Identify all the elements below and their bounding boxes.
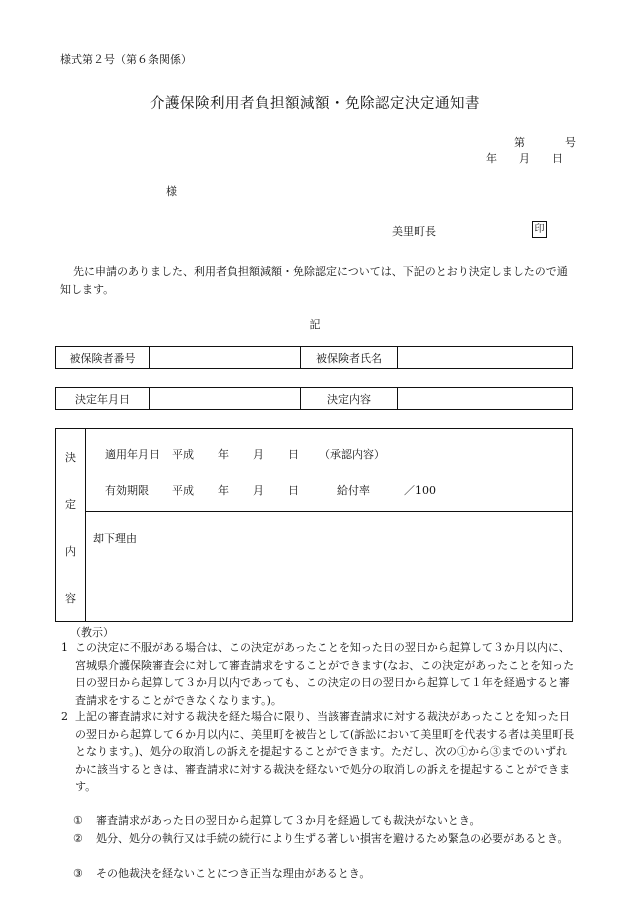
- side-char: 容: [65, 592, 76, 605]
- instruction-item-1: [61, 639, 576, 709]
- instruction-subitem-2: [73, 830, 576, 848]
- month-mark: 月: [253, 484, 264, 497]
- rejection-reason-label: 却下理由: [93, 532, 137, 545]
- decision-content-label: 決定内容: [301, 388, 398, 410]
- subitem-text: 処分、処分の執行又は手続の続行により生ずる著しい損害を避けるため緊急の必要があるとき。: [96, 832, 569, 845]
- subitem-text: その他裁決を経ないことにつき正当な理由があるとき。: [96, 867, 371, 880]
- instruction-text: 上記の審査請求に対する裁決を経た場合に限り、当該審査請求に対する裁決があったことを知った日の翌日から起算して６か月以内に、美里町を被告として(訴訟において美里町を代表する者は美里町長となります。)、処分の取消しの訴えを提起することができます。ただし、次の①から③までのいずれかに該当するときは、審査請求に対する裁決を経ないで処分の取消しの訴えを提起することができます。: [75, 710, 575, 793]
- date-day-mark: 日: [552, 152, 563, 165]
- date-year-mark: 年: [486, 152, 497, 165]
- form-number-label: 様式第２号（第６条関係）: [60, 53, 192, 66]
- issuer-name: 美里町長: [392, 225, 436, 238]
- benefit-rate-value: ／100: [404, 484, 436, 497]
- approval-content-label: （承認内容）: [319, 448, 385, 461]
- subitem-text: 審査請求があった日の翌日から起算して３か月を経過しても裁決がないとき。: [96, 814, 481, 827]
- benefit-rate-label: 給付率: [337, 484, 370, 497]
- insured-name-value: [398, 347, 573, 369]
- instructions-heading: （教示）: [70, 626, 114, 639]
- decision-details-box: [55, 428, 573, 622]
- subitem-number: ①: [73, 814, 83, 827]
- month-mark: 月: [253, 448, 264, 461]
- insured-name-label: 被保険者氏名: [301, 347, 398, 369]
- subitem-number: ③: [73, 867, 83, 880]
- instruction-text: この決定に不服がある場合は、この決定があったことを知った日の翌日から起算して３か月以内に、宮城県介護保険審査会に対して審査請求をすることができます(なお、この決定があったことを知った日の翌日から起算して３か月以内であっても、この決定の日の翌日から起算して１年を経過すると審査請求をすることができなくなります。)。: [75, 641, 575, 707]
- instruction-subitem-1: [73, 812, 576, 830]
- valid-period-label: 有効期限: [105, 484, 149, 497]
- decision-content-value: [398, 388, 573, 410]
- valid-period-row: [105, 482, 436, 498]
- instruction-item-2: [61, 708, 576, 796]
- instruction-number: 1: [61, 641, 68, 654]
- insured-number-value: [150, 347, 301, 369]
- document-date-line: [486, 150, 563, 166]
- insured-number-label: 被保険者番号: [56, 347, 150, 369]
- decision-date-value: [150, 388, 301, 410]
- document-title: 介護保険利用者負担額減額・免除認定決定通知書: [150, 96, 480, 112]
- side-char: 決: [65, 451, 76, 464]
- decision-date-label: 決定年月日: [56, 388, 150, 410]
- seal-mark: 印: [532, 221, 547, 238]
- addressee-suffix: 様: [166, 185, 177, 198]
- era-label: 平成: [172, 484, 194, 497]
- subitem-number: ②: [73, 832, 83, 845]
- applied-date-row: [105, 446, 385, 462]
- notice-paragraph: 先に申請のありました、利用者負担額減額・免除認定については、下記のとおり決定しましたので通知します。: [60, 265, 568, 296]
- day-mark: 日: [288, 448, 299, 461]
- ki-heading: 記: [309, 318, 321, 331]
- decision-summary-table: [55, 387, 573, 410]
- applied-date-label: 適用年月日: [105, 448, 160, 461]
- year-mark: 年: [218, 484, 229, 497]
- number-go: 号: [565, 136, 576, 149]
- number-dai: 第: [514, 136, 525, 149]
- era-label: 平成: [172, 448, 194, 461]
- instruction-subitem-3: [73, 865, 576, 883]
- insured-person-table: [55, 346, 573, 369]
- decision-side-label: [56, 429, 86, 621]
- instruction-number: 2: [61, 710, 68, 723]
- day-mark: 日: [288, 484, 299, 497]
- year-mark: 年: [218, 448, 229, 461]
- side-char: 定: [65, 498, 76, 511]
- decision-divider: [85, 511, 572, 512]
- date-month-mark: 月: [519, 152, 530, 165]
- side-char: 内: [65, 545, 76, 558]
- document-number-line: [514, 134, 576, 150]
